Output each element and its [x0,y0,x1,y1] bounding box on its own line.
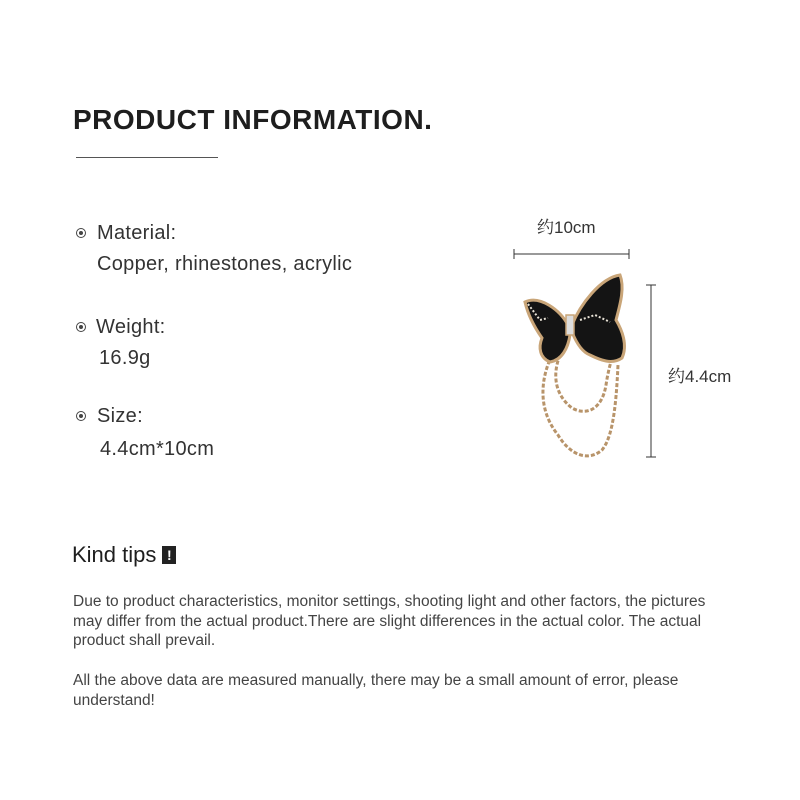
bullet-icon [76,411,86,421]
measurement-note: All the above data are measured manually, there may be a small amount of error, please understand! [73,672,679,709]
spec-value: Copper, rhinestones, acrylic [97,253,353,275]
disclaimer-text: Due to product characteristics, monitor settings, shooting light and other factors, the pictures may differ from the actual product.There are slight differences in the actual color. The actual product shall prevail. [73,593,706,649]
bullet-icon [76,228,86,238]
title-divider [76,157,218,158]
height-dimension-label: 约4.4cm [668,367,732,386]
spec-value: 4.4cm*10cm [100,438,215,460]
page-title: PRODUCT INFORMATION. [73,104,433,135]
width-dimension-label: 约10cm [537,218,596,237]
butterfly-brooch-icon [520,270,640,470]
kind-tips-label: Kind tips [72,542,157,567]
exclamation-icon: ! [162,546,176,564]
spec-label: Size: [97,405,143,427]
bullet-icon [76,322,86,332]
spec-value: 16.9g [99,347,151,369]
kind-tips-heading [72,542,176,568]
product-dimension-figure [500,200,760,490]
spec-label: Material: [97,222,177,244]
spec-label: Weight: [96,316,166,338]
